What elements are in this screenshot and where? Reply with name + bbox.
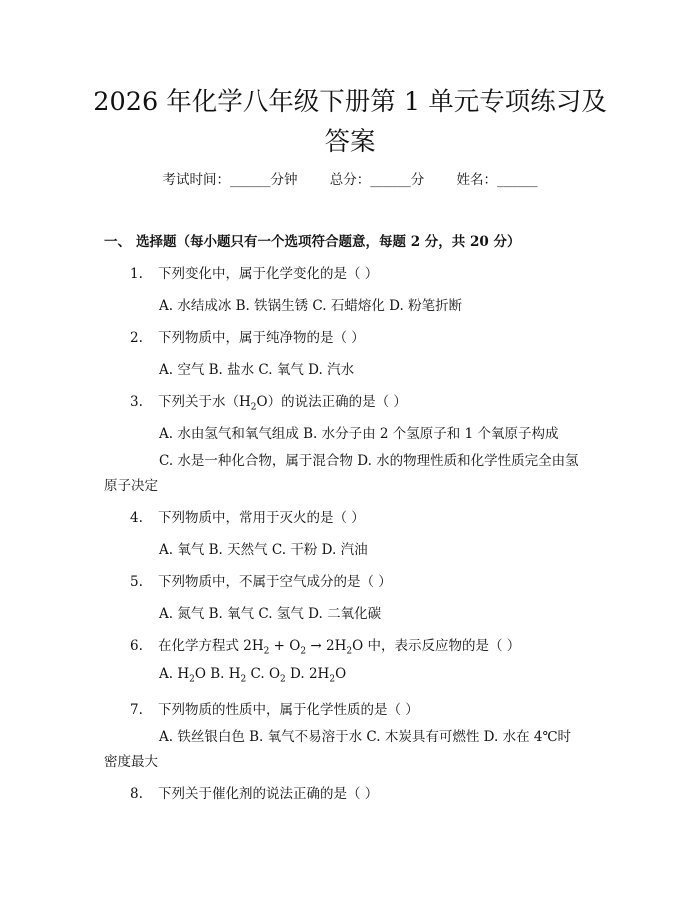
question-1 [130, 262, 378, 282]
title-line-1: 2026 年化学八年级下册第 1 单元专项练习及 [93, 87, 607, 117]
question-5-options: A. 氮气 B. 氧气 C. 氢气 D. 二氧化碳 [159, 606, 382, 622]
question-text: 在化学方程式 $2H_2 + O_2 \to 2H_2O$ 中，表示反应物的是（ ） [158, 638, 521, 657]
section-heading [104, 230, 670, 250]
question-1-options: A. 水结成冰 B. 铁锅生锈 C. 石蜡熔化 D. 粉笔折断 [159, 298, 463, 314]
section-title: 选择题（每小题只有一个选项符合题意，每题 2 分，共 20 分） [136, 234, 521, 250]
question-3-options-ab: A. 水由氢气和氧气组成 B. 水分子由 2 个氢原子和 1 个氧原子构成 [159, 426, 559, 442]
question-number: 6. [130, 638, 143, 654]
question-text: 下列变化中，属于化学变化的是（ ） [158, 266, 379, 282]
question-7-options: A. 铁丝银白色 B. 氧气不易溶于水 C. 木炭具有可燃性 D. 水在 4℃时 密度最大 [104, 729, 572, 770]
question-number: 7. [130, 702, 143, 718]
question-text: 下列物质中，不属于空气成分的是（ ） [158, 574, 392, 590]
title-line-2: 答案 [324, 127, 376, 157]
question-7 [130, 698, 419, 718]
exam-info [0, 168, 700, 188]
question-8 [130, 782, 378, 802]
page-title [60, 82, 640, 162]
question-6-options: A. $H_2O$ B. $H_2$ C. $O_2$ D. $2H_2O$ [159, 666, 347, 685]
question-5 [130, 570, 392, 590]
total-score-field: 总分：______分 [329, 172, 425, 188]
question-number: 4. [130, 510, 143, 526]
question-text: 下列关于催化剂的说法正确的是（ ） [158, 786, 379, 802]
question-3-options-cd: C. 水是一种化合物，属于混合物 D. 水的物理性质和化学性质完全由氢 原子决定 [104, 453, 579, 494]
question-6 [130, 634, 520, 657]
question-number: 8. [130, 786, 143, 802]
question-number: 3. [130, 394, 143, 410]
question-text: 下列物质中，属于纯净物的是（ ） [158, 330, 365, 346]
question-2 [130, 326, 365, 346]
question-text: 下列物质中，常用于灭火的是（ ） [158, 510, 365, 526]
section-number: 一、 [104, 234, 131, 250]
question-text: 下列关于水$(H_2O)$的说法正确的是（ ） [158, 394, 407, 413]
name-field: 姓名：______ [456, 172, 538, 188]
question-4-options: A. 氧气 B. 天然气 C. 干粉 D. 汽油 [159, 542, 368, 558]
exam-time-field: 考试时间：______分钟 [162, 172, 298, 188]
question-number: 2. [130, 330, 143, 346]
question-2-options: A. 空气 B. 盐水 C. 氧气 D. 汽水 [159, 362, 355, 378]
question-4 [130, 506, 365, 526]
question-text: 下列物质的性质中，属于化学性质的是（ ） [158, 702, 419, 718]
question-number: 1. [130, 266, 143, 282]
question-3 [130, 390, 407, 413]
question-number: 5. [130, 574, 143, 590]
